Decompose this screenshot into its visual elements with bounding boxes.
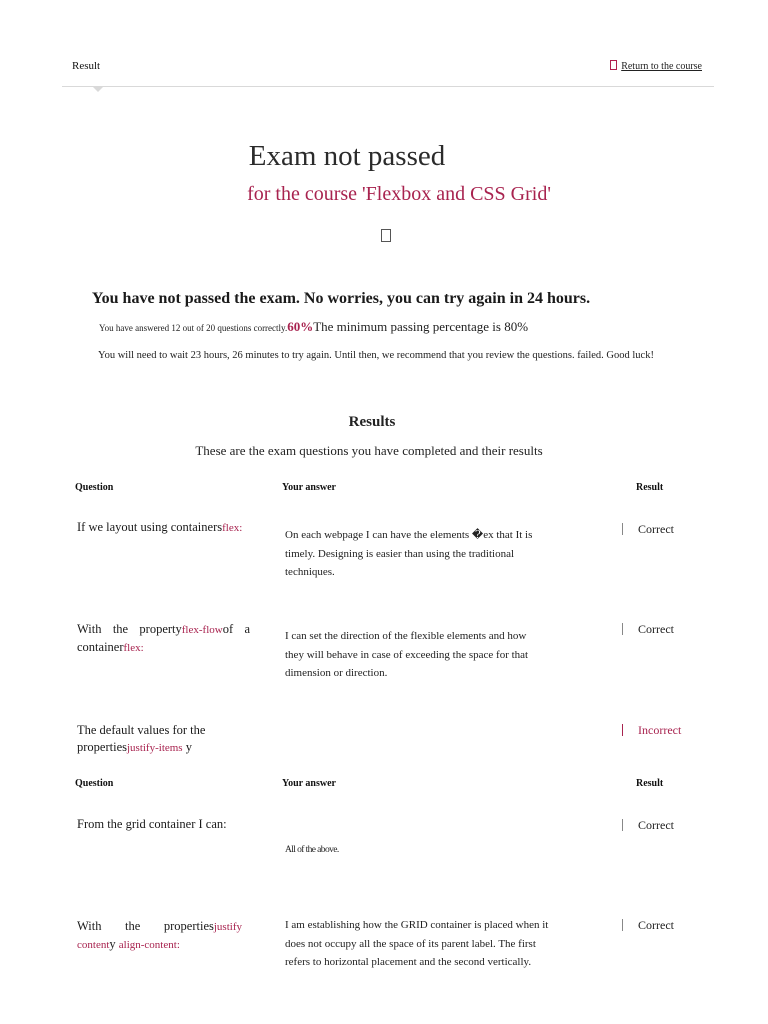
- top-bar: [62, 0, 714, 87]
- answer-cell: I am establishing how the GRID container is placed when it does not occupy all the space of its parent label. The first refers to horizontal placement and the second vertically.: [285, 919, 549, 968]
- question-cell: With the propertiesjustify contenty align-content:: [77, 919, 242, 951]
- result-indicator-icon: [622, 523, 623, 535]
- column-header-result: Result: [636, 482, 664, 493]
- results-title: Results: [348, 414, 396, 430]
- result-indicator-icon: [622, 724, 623, 736]
- return-to-course-link[interactable]: [610, 60, 702, 72]
- back-arrow-icon: [610, 60, 617, 70]
- column-header-result: Result: [636, 778, 664, 789]
- column-header-answer: Your answer: [282, 778, 336, 789]
- return-link-label: Return to the course: [621, 61, 702, 72]
- answer-cell: I can set the direction of the flexible elements and how they will behave in case of exceeding the space for that dimension or direction.: [285, 630, 529, 679]
- result-cell: Correct: [622, 918, 674, 933]
- column-header-question: Question: [75, 778, 114, 789]
- column-header-question: Question: [75, 482, 114, 493]
- status-icon: [381, 229, 391, 242]
- question-cell: If we layout using containersflex:: [77, 520, 243, 534]
- question-cell: From the grid container I can:: [77, 817, 227, 831]
- result-indicator-icon: [622, 623, 623, 635]
- result-cell: Correct: [622, 522, 674, 537]
- score-percent: 60%: [287, 319, 314, 334]
- result-indicator-icon: [622, 819, 623, 831]
- answer-cell: All of the above.: [285, 845, 339, 855]
- column-header-answer: Your answer: [282, 482, 336, 493]
- question-cell: With the propertyflex-flowof a containerflex:: [77, 622, 250, 654]
- answer-cell: On each webpage I can have the elements �ex that It is timely. Designing is easier than using the traditional techniques.: [285, 529, 533, 578]
- result-indicator-icon: [622, 919, 623, 931]
- course-subtitle: for the course 'Flexbox and CSS Grid': [247, 183, 551, 205]
- page-title: Exam not passed: [248, 140, 446, 172]
- result-tab[interactable]: Result: [72, 60, 101, 72]
- results-subtitle: These are the exam questions you have completed and their results: [195, 443, 543, 458]
- tab-indicator-caret: [92, 86, 104, 92]
- result-cell: Correct: [622, 622, 674, 637]
- answered-count: You have answered 12 out of 20 questions correctly.: [99, 323, 288, 333]
- minimum-percent: The minimum passing percentage is 80%: [313, 319, 529, 334]
- score-line: [99, 318, 528, 336]
- result-cell: Incorrect: [622, 723, 681, 738]
- result-cell: Correct: [622, 818, 674, 833]
- wait-message: You will need to wait 23 hours, 26 minutes to try again. Until then, we recommend that you review the questions. failed. Good luck!: [98, 350, 654, 361]
- question-cell: The default values for the propertiesjustify-items y: [77, 723, 206, 754]
- fail-notice: You have not passed the exam. No worries, you can try again in 24 hours.: [91, 290, 591, 307]
